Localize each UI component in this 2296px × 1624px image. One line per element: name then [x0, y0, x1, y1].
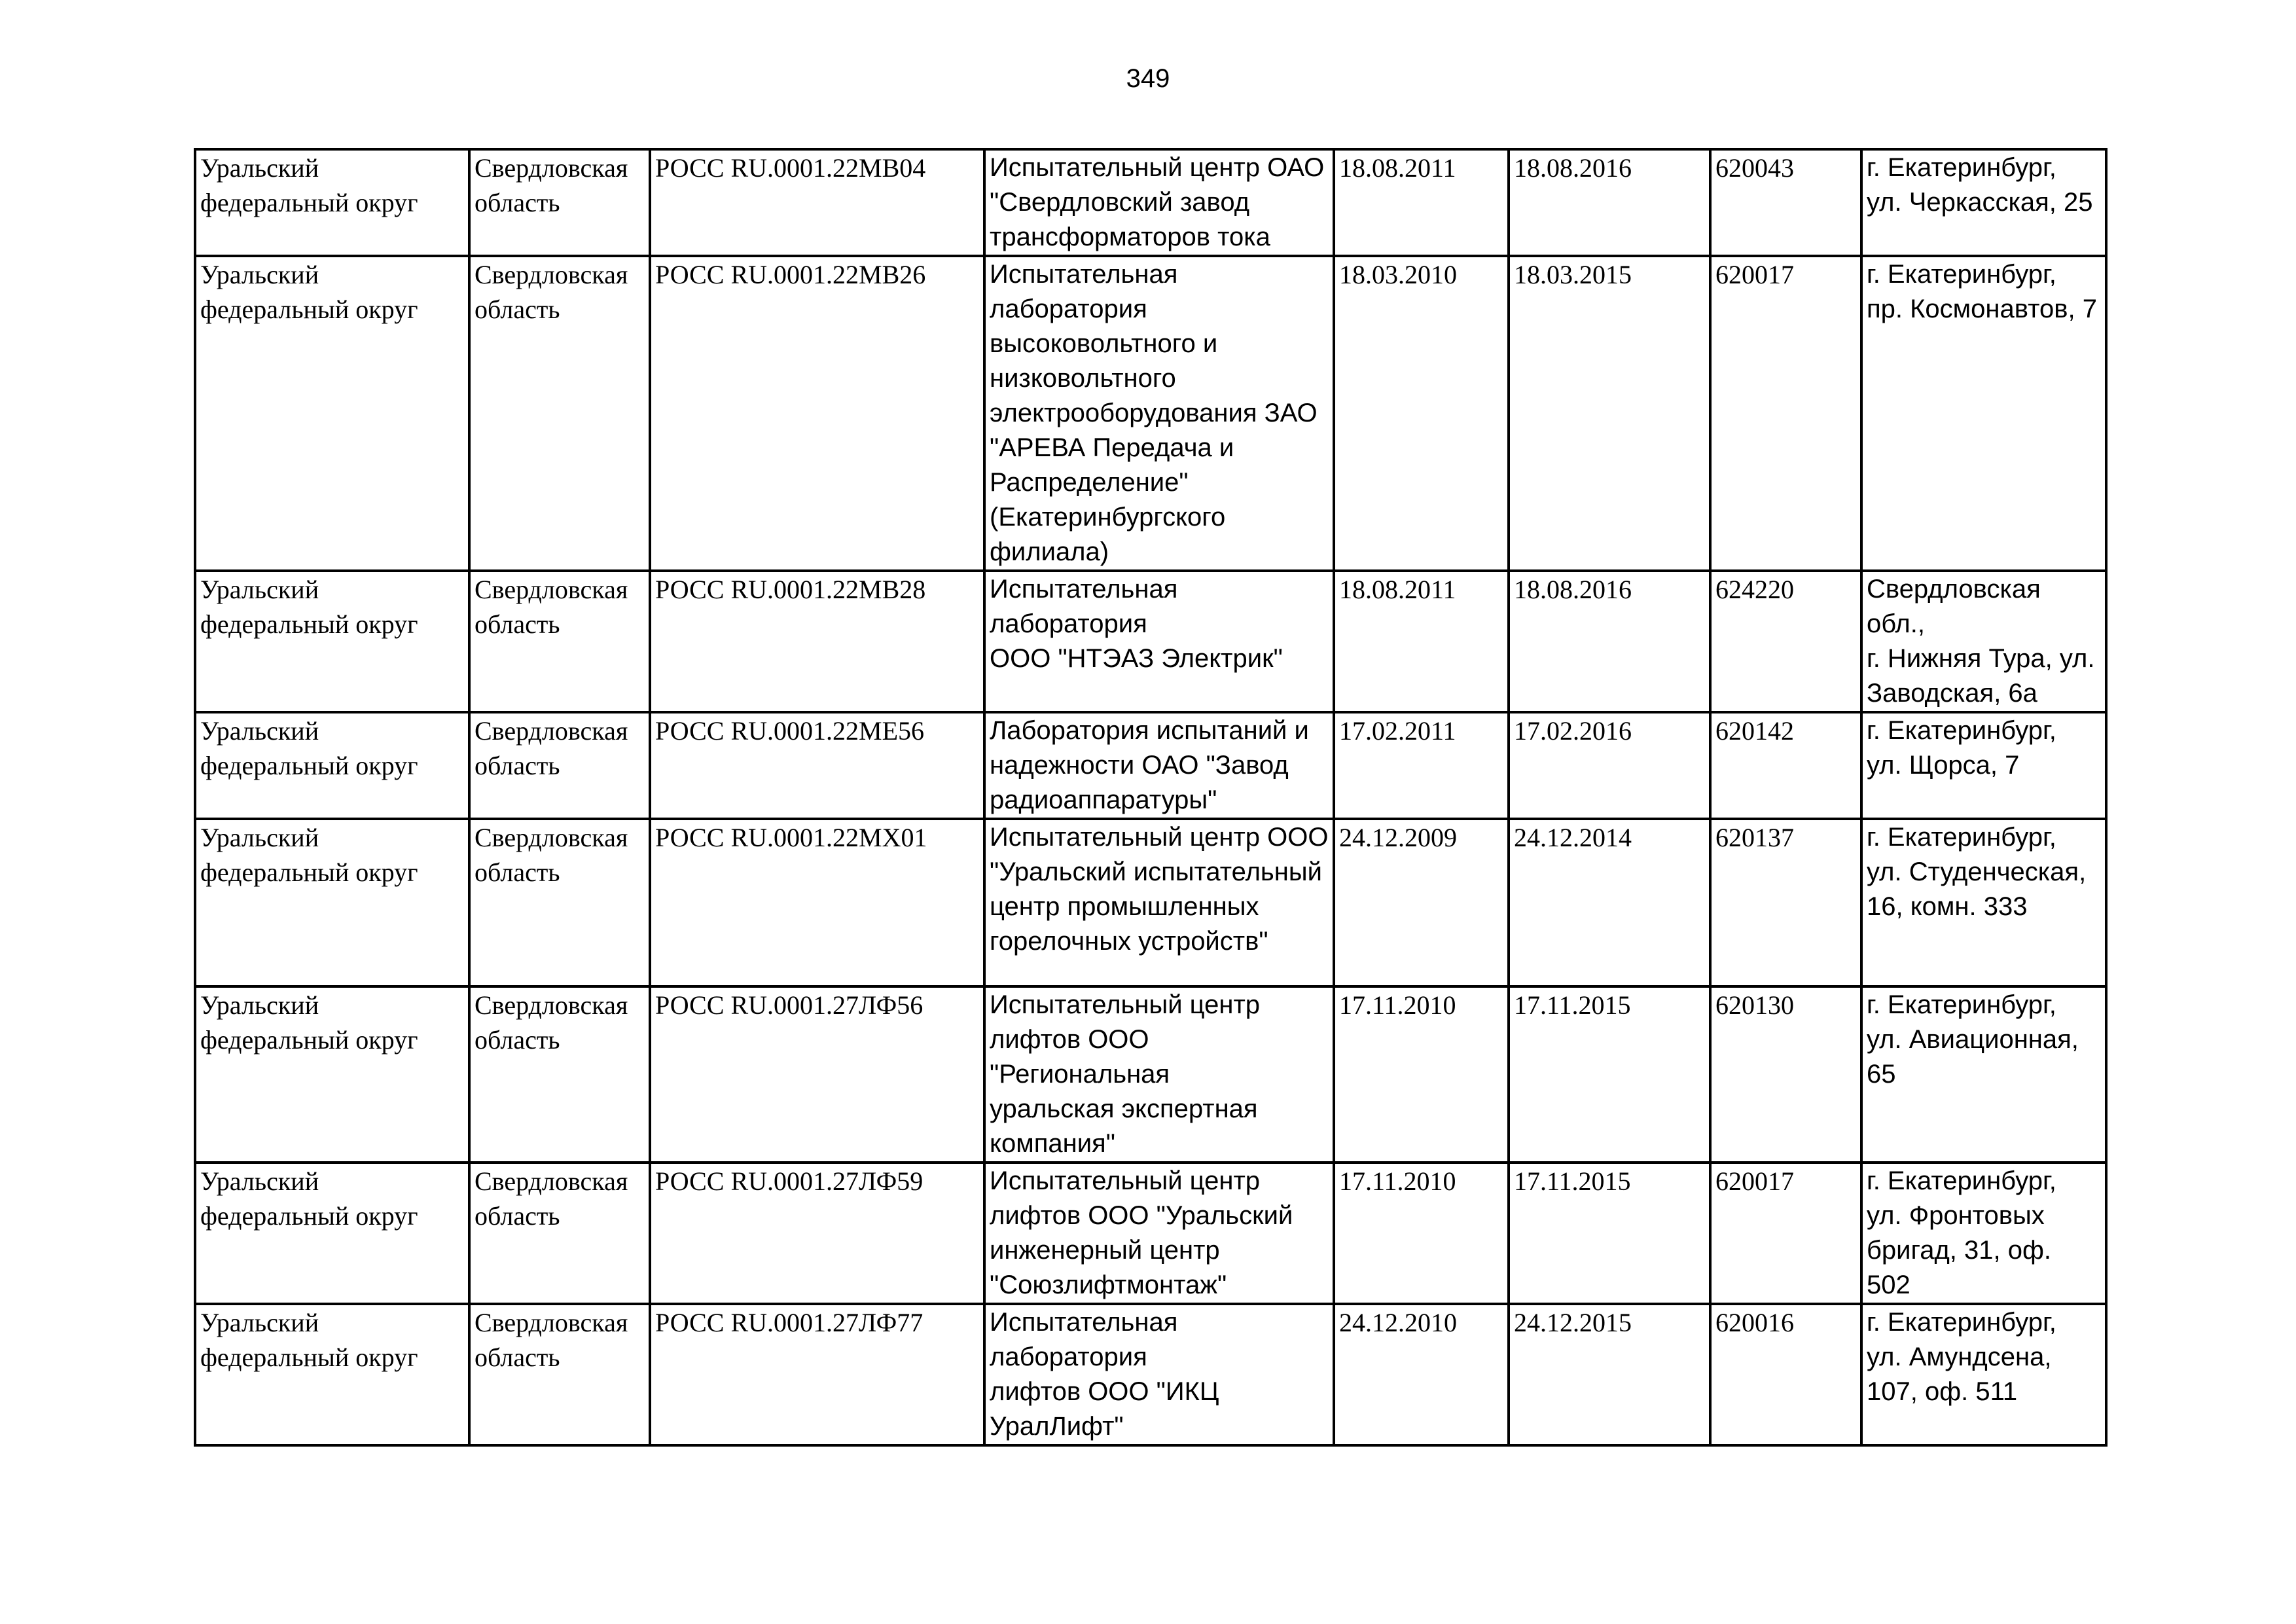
cell-date-to: 17.11.2015 [1509, 986, 1710, 1163]
cell-date-from: 18.08.2011 [1334, 571, 1509, 712]
cell-postal-index: 620017 [1710, 1163, 1861, 1304]
table-row [195, 571, 2106, 712]
cell-date-to: 18.03.2015 [1509, 256, 1710, 571]
cell-address: Свердловская обл., г. Нижняя Тура, ул. Заводская, 6а [1861, 571, 2106, 712]
cell-postal-index: 624220 [1710, 571, 1861, 712]
cell-certificate: РОСС RU.0001.27ЛФ56 [650, 986, 984, 1163]
cell-date-from: 18.03.2010 [1334, 256, 1509, 571]
cell-region: Свердловская область [469, 1163, 650, 1304]
cell-date-from: 17.11.2010 [1334, 986, 1509, 1163]
cell-date-from: 24.12.2010 [1334, 1304, 1509, 1445]
cell-district: Уральский федеральный округ [195, 149, 469, 256]
cell-date-to: 17.02.2016 [1509, 712, 1710, 819]
cell-region: Свердловская область [469, 571, 650, 712]
cell-postal-index: 620016 [1710, 1304, 1861, 1445]
cell-address: г. Екатеринбург, ул. Черкасская, 25 [1861, 149, 2106, 256]
table-row [195, 1163, 2106, 1304]
cell-address: г. Екатеринбург, ул. Амундсена, 107, оф. 511 [1861, 1304, 2106, 1445]
cell-address: г. Екатеринбург, пр. Космонавтов, 7 [1861, 256, 2106, 571]
cell-district: Уральский федеральный округ [195, 1163, 469, 1304]
cell-date-to: 24.12.2014 [1509, 819, 1710, 986]
table-row [195, 1304, 2106, 1445]
table-row [195, 986, 2106, 1163]
cell-postal-index: 620142 [1710, 712, 1861, 819]
cell-address: г. Екатеринбург, ул. Фронтовых бригад, 31, оф. 502 [1861, 1163, 2106, 1304]
cell-district: Уральский федеральный округ [195, 712, 469, 819]
cell-region: Свердловская область [469, 986, 650, 1163]
cell-organization: Испытательный центр лифтов ООО "Региональная уральская экспертная компания" [984, 986, 1334, 1163]
cell-district: Уральский федеральный округ [195, 1304, 469, 1445]
cell-district: Уральский федеральный округ [195, 819, 469, 986]
cell-date-to: 24.12.2015 [1509, 1304, 1710, 1445]
cell-certificate: РОСС RU.0001.22МХ01 [650, 819, 984, 986]
cell-region: Свердловская область [469, 1304, 650, 1445]
page-number: 349 [1126, 64, 1170, 93]
cell-region: Свердловская область [469, 712, 650, 819]
cell-certificate: РОСС RU.0001.22МВ04 [650, 149, 984, 256]
cell-region: Свердловская область [469, 256, 650, 571]
table-row [195, 149, 2106, 256]
cell-date-from: 17.11.2010 [1334, 1163, 1509, 1304]
cell-organization: Испытательная лаборатория лифтов ООО "ИКЦ УралЛифт" [984, 1304, 1334, 1445]
cell-certificate: РОСС RU.0001.22МЕ56 [650, 712, 984, 819]
cell-date-from: 24.12.2009 [1334, 819, 1509, 986]
cell-organization: Испытательная лаборатория высоковольтного и низковольтного электрооборудования ЗАО "АРЕВА Передача и Распределение" (Екатеринбургского филиала) [984, 256, 1334, 571]
cell-postal-index: 620043 [1710, 149, 1861, 256]
cell-postal-index: 620017 [1710, 256, 1861, 571]
cell-certificate: РОСС RU.0001.22МВ26 [650, 256, 984, 571]
cell-region: Свердловская область [469, 819, 650, 986]
cell-district: Уральский федеральный округ [195, 571, 469, 712]
cell-address: г. Екатеринбург, ул. Авиационная, 65 [1861, 986, 2106, 1163]
cell-postal-index: 620137 [1710, 819, 1861, 986]
table-row [195, 819, 2106, 986]
cell-date-to: 17.11.2015 [1509, 1163, 1710, 1304]
cell-address: г. Екатеринбург, ул. Студенческая, 16, комн. 333 [1861, 819, 2106, 986]
cell-organization: Испытательный центр лифтов ООО "Уральский инженерный центр "Союзлифтмонтаж" [984, 1163, 1334, 1304]
cell-certificate: РОСС RU.0001.27ЛФ59 [650, 1163, 984, 1304]
cell-date-to: 18.08.2016 [1509, 571, 1710, 712]
table-row [195, 256, 2106, 571]
cell-organization: Лаборатория испытаний и надежности ОАО "Завод радиоаппаратуры" [984, 712, 1334, 819]
cell-region: Свердловская область [469, 149, 650, 256]
cell-organization: Испытательная лаборатория ООО "НТЭАЗ Электрик" [984, 571, 1334, 712]
cell-date-to: 18.08.2016 [1509, 149, 1710, 256]
cell-certificate: РОСС RU.0001.27ЛФ77 [650, 1304, 984, 1445]
cell-certificate: РОСС RU.0001.22МВ28 [650, 571, 984, 712]
cell-organization: Испытательный центр ООО "Уральский испытательный центр промышленных горелочных устройств" [984, 819, 1334, 986]
cell-district: Уральский федеральный округ [195, 986, 469, 1163]
table-row [195, 712, 2106, 819]
cell-date-from: 17.02.2011 [1334, 712, 1509, 819]
registry-table [194, 148, 2108, 1447]
cell-district: Уральский федеральный округ [195, 256, 469, 571]
cell-postal-index: 620130 [1710, 986, 1861, 1163]
cell-date-from: 18.08.2011 [1334, 149, 1509, 256]
cell-organization: Испытательный центр ОАО "Свердловский завод трансформаторов тока [984, 149, 1334, 256]
cell-address: г. Екатеринбург, ул. Щорса, 7 [1861, 712, 2106, 819]
